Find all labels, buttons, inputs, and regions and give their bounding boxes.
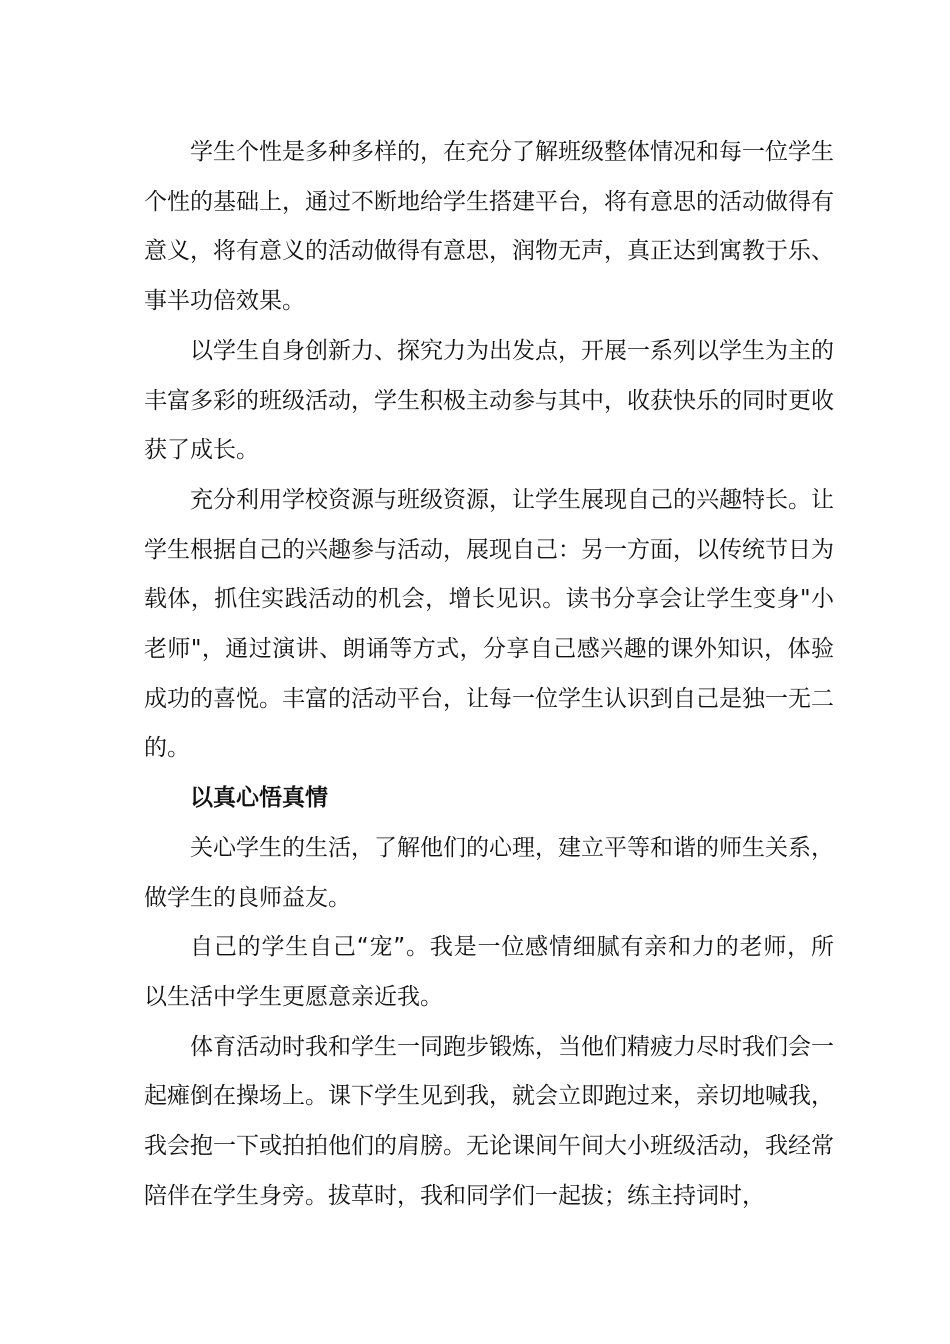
paragraph-class-activities: 以学生自身创新力、探究力为出发点，开展一系列以学生为主的丰富多彩的班级活动，学生积极主动参与其中，收获快乐的同时更收获了成长。 bbox=[144, 337, 834, 464]
paragraph-pamper-students: 自己的学生自己“宠”。我是一位感情细腻有亲和力的老师，所以生活中学生更愿意亲近我。 bbox=[144, 934, 834, 1010]
paragraph-sports-activities: 体育活动时我和学生一同跑步锻炼，当他们精疲力尽时我们会一起瘫倒在操场上。课下学生见到我，就会立即跑过来，亲切地喊我，我会抱一下或拍拍他们的肩膀。无论课间午间大小班级活动，我经常陪伴在学生身旁。拔草时，我和同学们一起拔；练主持词时， bbox=[144, 1033, 834, 1209]
document-page bbox=[144, 128, 834, 1221]
paragraph-student-individuality: 学生个性是多种多样的，在充分了解班级整体情况和每一位学生个性的基础上，通过不断地给学生搭建平台，将有意思的活动做得有意义，将有意义的活动做得有意思，润物无声，真正达到寓教于乐、事半功倍效果。 bbox=[144, 139, 834, 315]
paragraph-school-resources: 充分利用学校资源与班级资源，让学生展现自己的兴趣特长。让学生根据自己的兴趣参与活动，展现自己：另一方面，以传统节日为载体，抓住实践活动的机会，增长见识。读书分享会让学生变身"小老师"，通过演讲、朗诵等方式，分享自己感兴趣的课外知识，体验成功的喜悦。丰富的活动平台，让每一位学生认识到自己是独一无二的。 bbox=[144, 486, 834, 762]
section-heading: 以真心悟真情 bbox=[190, 785, 328, 812]
paragraph-care-students: 关心学生的生活，了解他们的心理，建立平等和谐的师生关系，做学生的良师益友。 bbox=[144, 834, 834, 911]
